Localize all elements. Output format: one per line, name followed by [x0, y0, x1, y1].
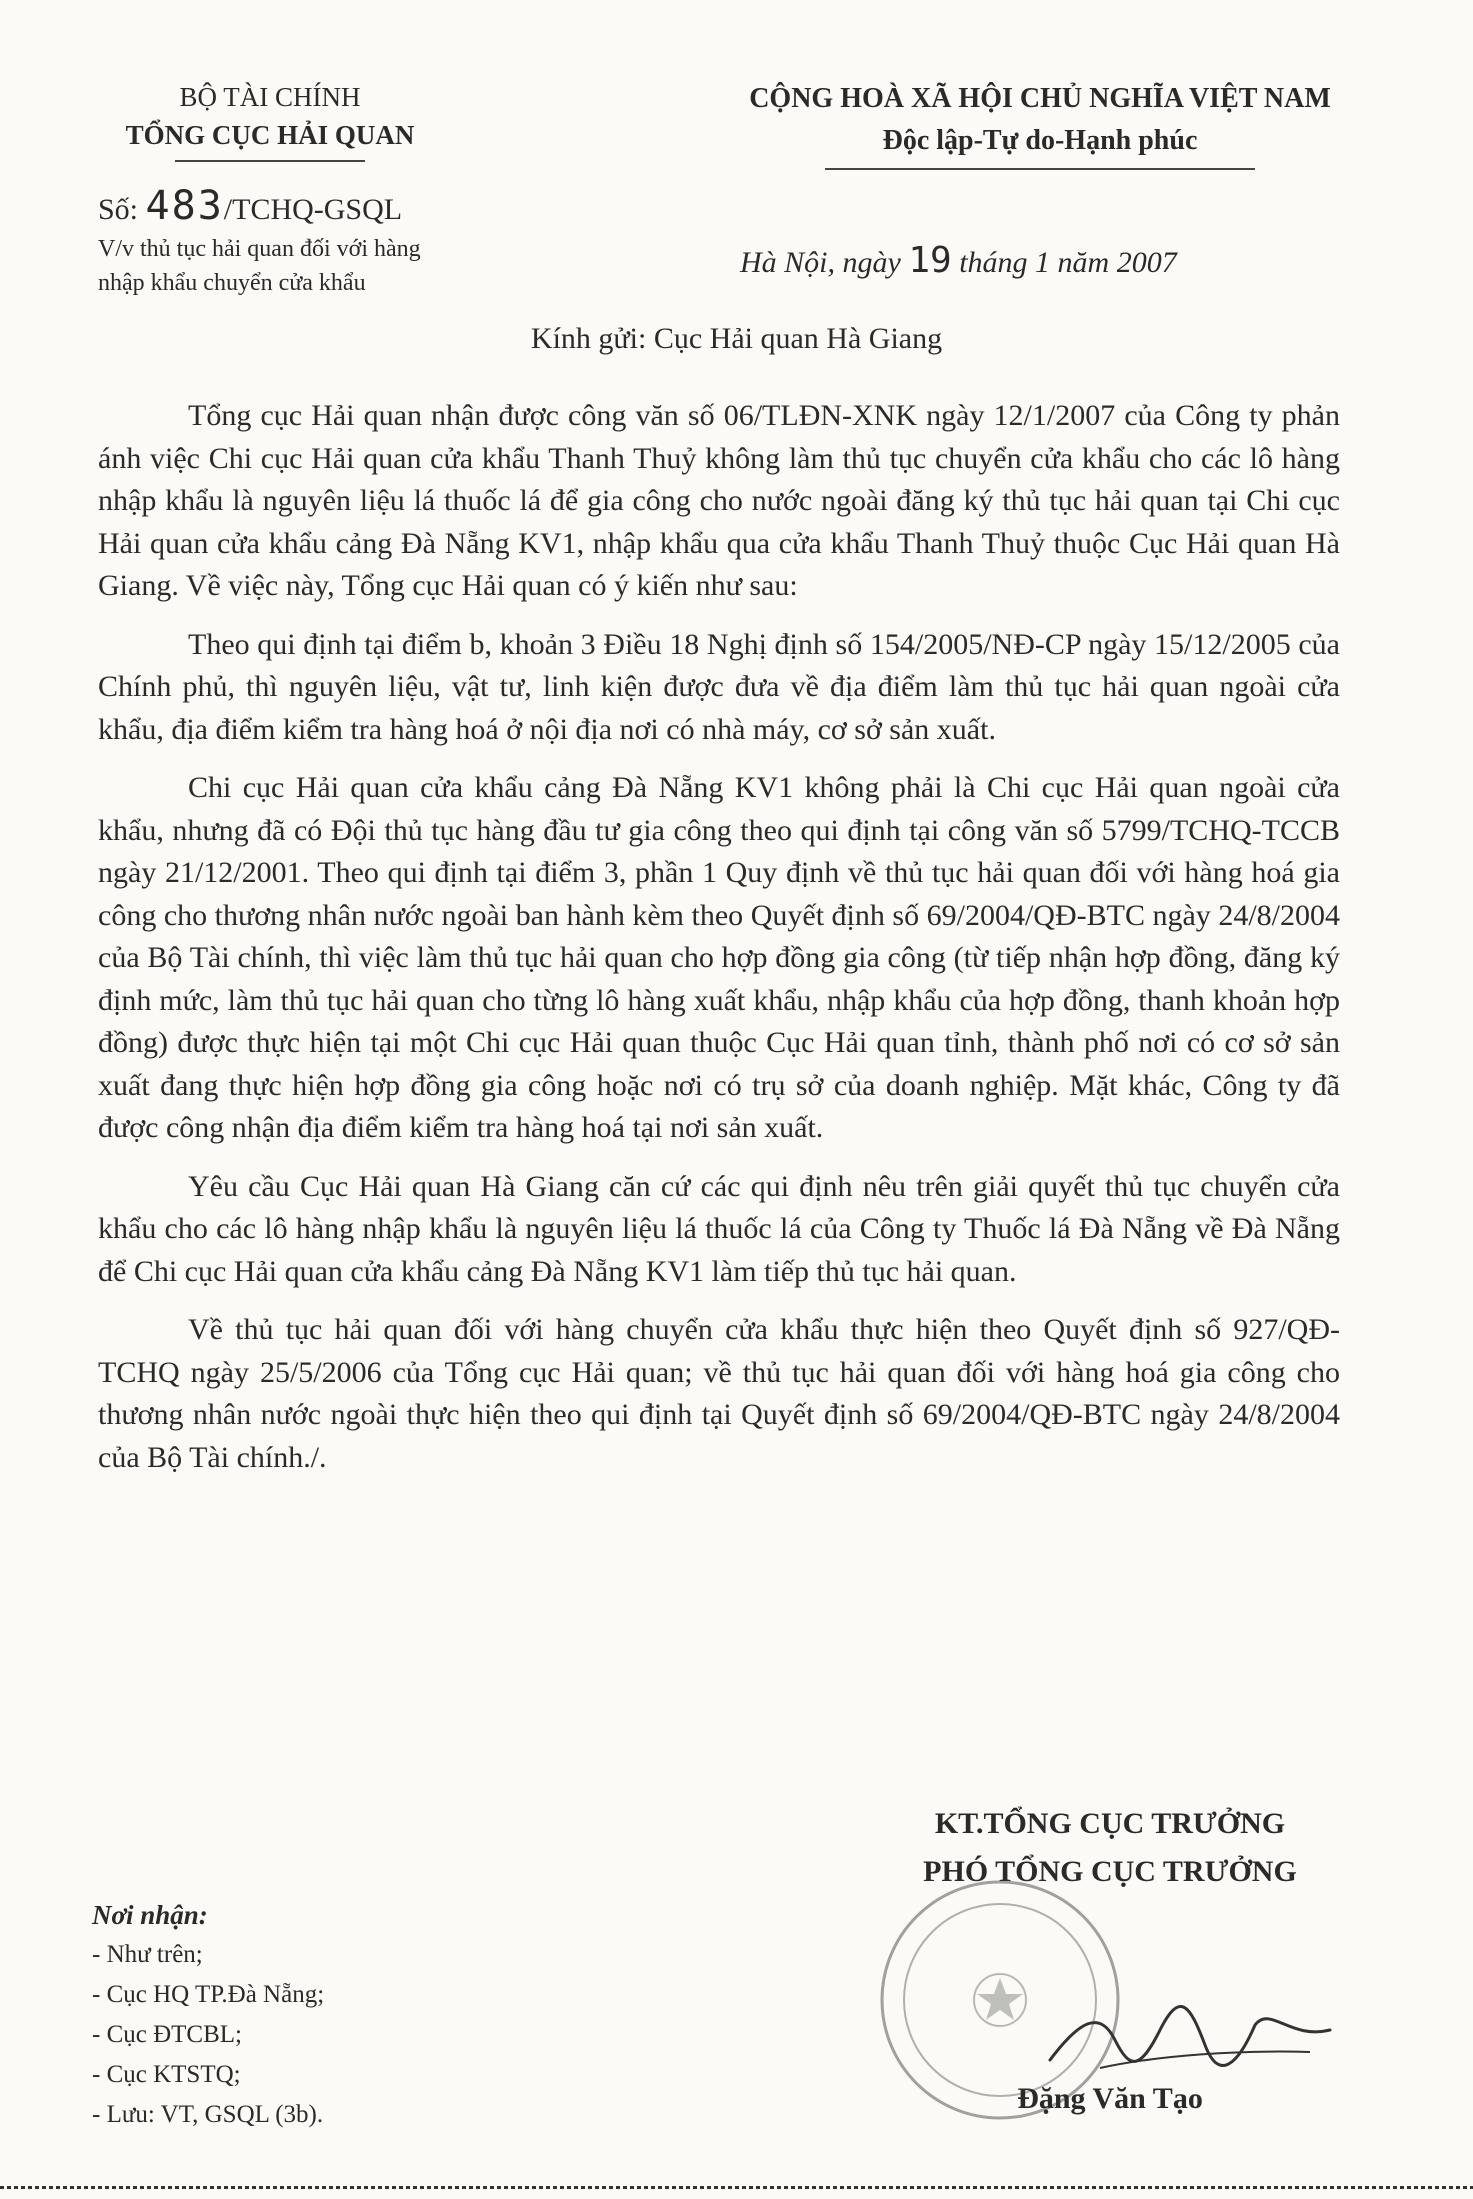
signer-name: Đặng Văn Tạo	[1017, 2082, 1203, 2115]
recipient-item: - Như trên;	[92, 1941, 203, 1968]
ministry-name: BỘ TÀI CHÍNH	[179, 82, 361, 112]
recipient-item: - Lưu: VT, GSQL (3b).	[92, 2101, 324, 2128]
letter-body	[98, 395, 1340, 1495]
subject	[98, 232, 578, 300]
recipients-list	[92, 1895, 324, 2135]
document-number	[98, 183, 402, 229]
date-prefix: Hà Nội, ngày	[740, 246, 901, 279]
signature-line-2: PHÓ TỔNG CỤC TRƯỞNG	[923, 1855, 1297, 1888]
national-heading	[660, 78, 1420, 162]
document-date	[740, 240, 1360, 281]
document-number-label: Số:	[98, 193, 139, 226]
paragraph: Theo qui định tại điểm b, khoản 3 Điều 18 Nghị định số 154/2005/NĐ-CP ngày 15/12/2005 của Chính phủ, thì nguyên liệu, vật tư, linh kiện được đưa về địa điểm làm thủ tục hải quan ngoài cửa khẩu, địa điểm kiểm tra hàng hoá ở nội địa nơi có nhà máy, cơ sở sản xuất.	[98, 627, 1340, 746]
date-suffix: tháng 1 năm 2007	[959, 246, 1177, 279]
recipient-item: - Cục ĐTCBL;	[92, 2021, 242, 2048]
document-number-suffix: /TCHQ-GSQL	[223, 193, 403, 226]
recipient-item: - Cục HQ TP.Đà Nẵng;	[92, 1981, 325, 2008]
subject-line-1: V/v thủ tục hải quan đối với hàng	[98, 236, 421, 262]
signature-line-1: KT.TỔNG CỤC TRƯỞNG	[934, 1807, 1286, 1840]
issuer-underline	[175, 160, 365, 162]
paragraph: Chi cục Hải quan cửa khẩu cảng Đà Nẵng KV1 không phải là Chi cục Hải quan ngoài cửa khẩu, nhưng đã có Đội thủ tục hàng đầu tư gia công theo qui định tại công văn số 5799/TCHQ-TCCB ngày 21/12/2001. Theo qui định tại điểm 3, phần 1 Quy định về thủ tục hải quan đối với hàng hoá gia công cho thương nhân nước ngoài ban hành kèm theo Quyết định số 69/2004/QĐ-BTC ngày 24/8/2004 của Bộ Tài chính, thì việc làm thủ tục hải quan cho hợp đồng gia công (từ tiếp nhận hợp đồng, đăng ký định mức, làm thủ tục hải quan cho từng lô hàng xuất khẩu, nhập khẩu của hợp đồng, thanh khoản hợp đồng) được thực hiện tại một Chi cục Hải quan thuộc Cục Hải quan tỉnh, thành phố nơi có cơ sở sản xuất đang thực hiện hợp đồng gia công hoặc nơi có trụ sở của doanh nghiệp. Mặt khác, Công ty đã được công nhận địa điểm kiểm tra hàng hoá tại nơi sản xuất.	[98, 771, 1340, 1144]
recipient-item: - Cục KTSTQ;	[92, 2061, 241, 2088]
paragraph: Về thủ tục hải quan đối với hàng chuyển cửa khẩu thực hiện theo Quyết định số 927/QĐ-TCHQ ngày 25/5/2006 của Tổng cục Hải quan; về thủ tục hải quan đối với hàng hoá gia công cho thương nhân nước ngoài thực hiện theo qui định tại Quyết định số 69/2004/QĐ-BTC ngày 24/8/2004 của Bộ Tài chính./.	[98, 1313, 1340, 1474]
subject-line-2: nhập khẩu chuyển cửa khẩu	[98, 270, 366, 296]
addressee: Kính gửi: Cục Hải quan Hà Giang	[530, 322, 943, 355]
signature-title	[860, 1800, 1360, 1896]
country-name: CỘNG HOÀ XÃ HỘI CHỦ NGHĨA VIỆT NAM	[749, 83, 1331, 114]
paragraph: Yêu cầu Cục Hải quan Hà Giang căn cứ các qui định nêu trên giải quyết thủ tục chuyển cửa khẩu cho các lô hàng nhập khẩu là nguyên liệu lá thuốc lá của Công ty Thuốc lá Đà Nẵng về Đà Nẵng để Chi cục Hải quan cửa khẩu cảng Đà Nẵng KV1 làm tiếp thủ tục hải quan.	[98, 1169, 1340, 1288]
department-name: TỔNG CỤC HẢI QUAN	[125, 120, 415, 150]
motto-underline	[825, 168, 1255, 170]
paragraph: Tổng cục Hải quan nhận được công văn số 06/TLĐN-XNK ngày 12/1/2007 của Công ty phản ánh việc Chi cục Hải quan cửa khẩu Thanh Thuỷ không làm thủ tục chuyển cửa khẩu cho các lô hàng nhập khẩu là nguyên liệu lá thuốc lá để gia công cho nước ngoài đăng ký thủ tục hải quan tại Chi cục Hải quan cửa khẩu cảng Đà Nẵng KV1, nhập khẩu qua cửa khẩu Thanh Thuỷ thuộc Cục Hải quan Hà Giang. Về việc này, Tổng cục Hải quan có ý kiến như sau:	[98, 399, 1340, 602]
recipients-title: Nơi nhận:	[92, 1900, 208, 1930]
handwritten-signature	[1040, 2000, 1340, 2080]
motto: Độc lập-Tự do-Hạnh phúc	[882, 125, 1198, 156]
date-day: 19	[908, 240, 952, 281]
document-number-value: 483	[145, 183, 224, 229]
issuer-block	[60, 78, 480, 154]
scan-edge	[0, 2186, 1473, 2189]
